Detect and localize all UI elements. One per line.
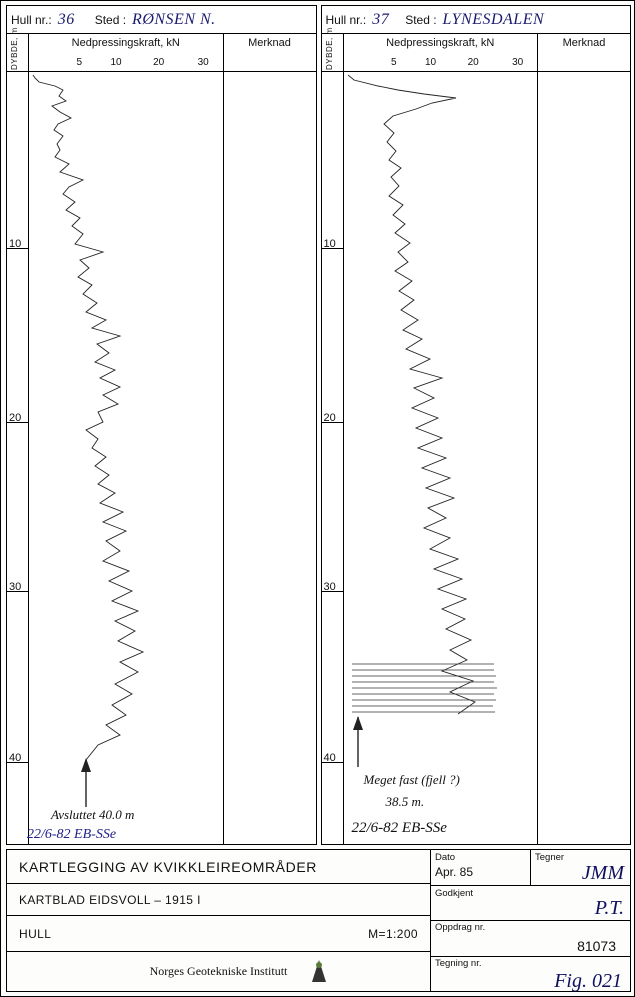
institute-name: Norges Geotekniske Institutt [149,964,288,978]
merknad-header [224,34,316,71]
title-line-3-left: HULL [19,926,52,941]
force-tick-labels [29,57,223,69]
institute-row [7,952,430,991]
depth-label-40: 40 [323,752,336,764]
field-godkjent-value: P.T. [594,897,624,919]
merknad-column-36 [224,72,316,844]
field-oppdrag-value: 81073 [577,937,616,954]
merknad-header [538,34,630,71]
ngi-logo-icon [307,957,331,987]
merknad-header-label: Merknad [562,37,606,49]
field-tegner [530,850,630,885]
depth-label-30: 30 [9,581,22,593]
force-tick-10: 10 [425,57,437,68]
note-date-37: 22/6-82 EB-SSe [351,820,447,836]
depth-axis-label: DYBDE, m [10,27,19,70]
field-tegner-value: JMM [581,861,624,884]
force-axis-header [29,34,224,71]
depth-label-30: 30 [323,581,336,593]
depth-scale-36 [7,72,29,844]
field-tegner-label: Tegner [535,852,565,863]
force-header-label: Nedpressingskraft, kN [71,37,180,49]
note-depth-37: 38.5 m. [385,794,425,809]
field-tegning-value: Fig. 021 [554,970,622,992]
force-tick-5: 5 [391,57,397,68]
note-terminated-36: Avsluttet 40.0 m [51,807,135,822]
field-oppdrag-label: Oppdrag nr. [435,922,486,933]
depth-label-20: 20 [323,412,336,424]
hull-nr-label: Hull nr.: [325,12,367,27]
depth-label-20: 20 [9,412,22,424]
log-subheader-36 [7,27,316,72]
depth-label-10: 10 [9,238,22,250]
field-godkjent [431,886,630,921]
force-header-label: Nedpressingskraft, kN [386,37,495,49]
force-tick-30: 30 [512,57,524,68]
scale-label: M=1:200 [368,926,418,941]
force-tick-20: 20 [467,57,479,68]
title-line-3 [7,916,430,952]
depth-axis-label: DYBDE, m [324,27,334,70]
depth-axis-header [7,27,29,71]
hull-nr-label: Hull nr.: [11,12,52,27]
row-godkjent [431,886,630,922]
force-tick-20: 20 [153,57,165,68]
depth-scale-37 [322,72,344,844]
note-date-36: 22/6-82 EB-SSe [27,827,117,842]
log-subheader-37 [322,27,631,72]
force-axis-header [344,34,539,71]
sounding-logs-container [6,5,631,845]
row-oppdrag [431,921,630,957]
hull-nr-value: 36 [57,10,75,28]
force-trace-37 [344,72,539,844]
note-bedrock-37: Meget fast (fjell ?) [363,772,460,787]
field-dato [431,850,530,885]
field-dato-label: Dato [435,852,456,863]
force-tick-labels [344,57,538,69]
sted-label: Sted : [94,12,127,27]
title-line-2: KARTBLAD EIDSVOLL – 1915 I [7,884,430,916]
sounding-curve-36 [29,72,219,844]
depth-label-10: 10 [323,238,336,250]
field-oppdrag [431,921,630,956]
title-line-1: KARTLEGGING AV KVIKKLEIREOMRÅDER [7,850,430,884]
field-tegning [431,957,630,992]
row-dato-tegner [431,850,630,886]
force-tick-5: 5 [76,57,83,68]
sounding-log-37 [321,5,632,845]
field-dato-value: Apr. 85 [435,865,474,879]
sounding-curve-37 [344,72,534,844]
sted-label: Sted : [405,12,437,27]
depth-axis-header [322,27,344,71]
row-tegning [431,957,630,992]
title-block-left [7,850,430,991]
sted-value: LYNESDALEN [442,10,545,28]
sounding-log-36 [6,5,317,845]
log-body-36 [7,72,316,844]
sted-value: RØNSEN N. [132,10,216,28]
title-block-right [430,850,630,991]
field-tegning-label: Tegning nr. [435,957,482,969]
merknad-column-37 [538,72,630,844]
hull-nr-value: 37 [372,10,390,28]
field-godkjent-label: Godkjent [435,887,474,899]
force-tick-30: 30 [197,57,209,68]
merknad-header-label: Merknad [248,37,291,49]
log-header-36 [7,6,316,34]
force-tick-10: 10 [110,57,122,68]
title-block [6,849,631,992]
log-header-37 [322,6,631,34]
force-trace-36 [29,72,224,844]
log-body-37 [322,72,631,844]
depth-label-40: 40 [9,752,22,764]
